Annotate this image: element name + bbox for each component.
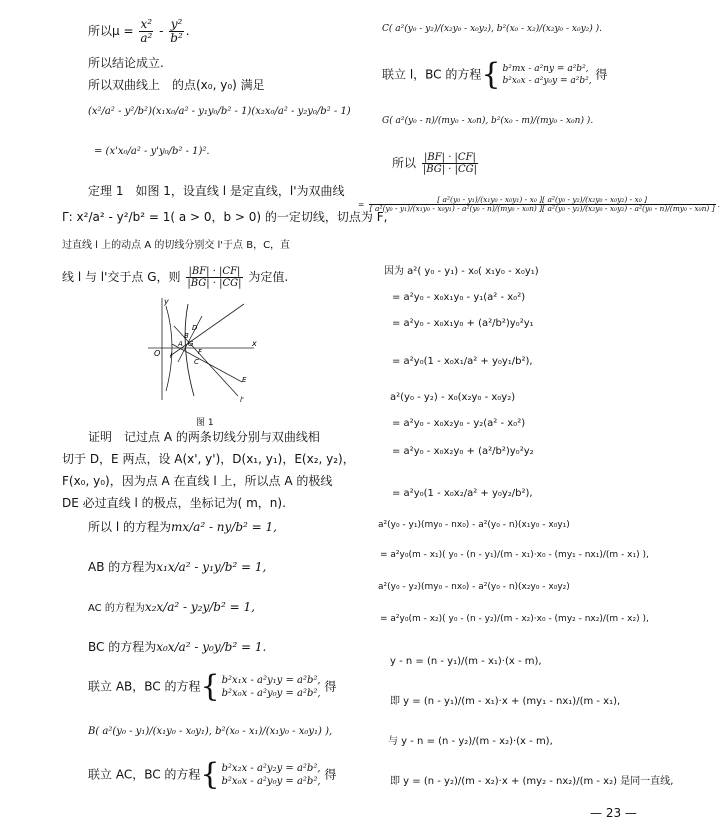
point-g: G( a²(y₀ - n)/(my₀ - x₀n), b²(x₀ - m)/(my₀ - x₀n) ). <box>382 116 594 126</box>
hyperbola-point-line: 所以双曲线上 的点(x₀, y₀) 满足 <box>88 78 265 92</box>
eq-mu: 所以μ = $\frac{\text{x²}}{\text{a²}}$ - $\frac{\text{y²}}{\text{b²}}$ . <box>88 17 190 46</box>
eq-bc: BC 的方程为x₀x/a² - y₀y/b² = 1. <box>88 640 267 654</box>
derivation-12: = a²y₀(m - x₂)( y₀ - (n - y₂)/(m - x₂)·x₀ - (my₂ - nx₂)/(m - x₂) ), <box>380 614 649 624</box>
eq-square: = (x'x₀/a² - y'y₀/b² - 1)². <box>94 146 210 157</box>
system-l-bc: 联立 l，BC 的方程{ b²mx - a²ny = a²b², b²x₀x - a²y₀y = a²b², 得 <box>382 57 608 92</box>
hyperbola-left-branch <box>166 306 172 391</box>
derivation-7: = a²y₀ - x₀x₂y₀ + (a²/b²)y₀²y₂ <box>392 446 534 457</box>
label-y: y <box>164 297 169 306</box>
label-f: F <box>198 348 203 356</box>
label-x: x <box>252 339 257 348</box>
derivation-3: = a²y₀ - x₀x₁y₀ + (a²/b²)y₀²y₁ <box>392 318 534 329</box>
derivation-1: 因为 a²( y₀ - y₁) - x₀( x₁y₀ - x₀y₁) <box>384 266 539 277</box>
eq-ac: AC 的方程为x₂x/a² - y₂y/b² = 1, <box>88 600 255 614</box>
label-e: E <box>242 376 247 384</box>
hyperbola-right-branch <box>185 304 194 396</box>
eq-ab: AB 的方程为x₁x/a² - y₁y/b² = 1, <box>88 560 267 574</box>
eq-mu-prefix: 所以μ = <box>88 24 134 39</box>
label-a: A <box>178 340 183 348</box>
page-number: — 23 — <box>590 806 637 820</box>
derivation-6: = a²y₀ - x₀x₂y₀ - y₂(a² - x₀²) <box>392 418 526 429</box>
figure-1-diagram <box>148 296 264 402</box>
ratio-line: 所以 $\frac{|BF| \cdot |CF|}{|BG| \cdot |CG|}$ <box>392 152 478 175</box>
derivation-8: = a²y₀(1 - x₀x₂/a² + y₀y₂/b²), <box>392 488 533 499</box>
eq-product: (x²/a² - y²/b²)(x₁x₀/a² - y₁y₀/b² - 1)(x₂x₀/a² - y₂y₀/b² - 1) <box>88 106 351 117</box>
point-b: B( a²(y₀ - y₁)/(x₁y₀ - x₀y₁), b²(x₀ - x₁)/(x₁y₀ - x₀y₁) ), <box>88 726 333 737</box>
derivation-5: a²(y₀ - y₂) - x₀(x₂y₀ - x₀y₂) <box>390 392 516 403</box>
derivation-2: = a²y₀ - x₀x₁y₀ - y₁(a² - x₀²) <box>392 292 526 303</box>
figure-caption: 图 1 <box>196 418 214 428</box>
line-eq-4: 即 y = (n - y₂)/(m - x₂)·x + (my₂ - nx₂)/(m - x₂) 是同一直线, <box>390 776 674 787</box>
line-eq-2: 即 y = (n - y₁)/(m - x₁)·x + (my₁ - nx₁)/(m - x₁), <box>390 696 621 707</box>
theorem-line-2: Γ: x²/a² - y²/b² = 1( a > 0，b > 0) 的一定切线，切点为 F, <box>62 210 388 224</box>
proof-line-2: 切于 D，E 两点，设 A(x', y')，D(x₁, y₁)，E(x₂, y₂)， <box>62 452 355 466</box>
theorem-line-4: 线 l 与 l'交于点 G，则 $\frac{|BF| \cdot |CF|}{|BG| \cdot |CG|}$ 为定值. <box>62 266 289 289</box>
derivation-9: a²(y₀ - y₁)(my₀ - nx₀) - a²(y₀ - n)(x₁y₀ - x₀y₁) <box>378 520 570 530</box>
point-c: C( a²(y₀ - y₂)/(x₂y₀ - x₀y₂), b²(x₀ - x₂)/(x₂y₀ - x₀y₂) ). <box>382 24 603 34</box>
system-ac-bc: 联立 AC，BC 的方程{ b²x₂x - a²y₂y = a²b², b²x₀x - a²y₀y = a²b², 得 <box>88 757 337 792</box>
label-b: B <box>184 332 189 340</box>
proof-line-3: F(x₀, y₀)，因为点 A 在直线 l 上，所以点 A 的极线 <box>62 474 333 488</box>
label-l-prime: l' <box>240 396 244 404</box>
line-eq-3: 与 y - n = (n - y₂)/(m - x₂)·(x - m), <box>388 736 553 747</box>
theorem-line-1: 定理 1 如图 1，设直线 l 是定直线，l'为双曲线 <box>88 184 345 198</box>
label-o: O <box>154 349 161 358</box>
line-eq-1: y - n = (n - y₁)/(m - x₁)·(x - m), <box>390 656 542 667</box>
system-ab-bc: 联立 AB，BC 的方程{ b²x₁x - a²y₁y = a²b², b²x₀x - a²y₀y = a²b², 得 <box>88 669 337 704</box>
label-l: l <box>170 352 172 360</box>
label-d: D <box>192 324 198 332</box>
big-fraction: = [ a²(y₀ - y₁)/(x₁y₀ - x₀y₁) - x₀ ][ a²(y₀ - y₂)/(x₂y₀ - x₀y₂) - x₀ ] [ a²(y₀ - y₁)/(x₁y₀ - x₀y₁) - a²(y₀ - n)/(my₀ - x₀n) ][ a²(y₀ - y₂)/(x₂y₀ - x₀y₂) - a²(y₀ - n)/(my₀ - x₀n) ] . <box>358 195 720 214</box>
label-g: G <box>188 340 194 348</box>
theorem-line-3: 过直线 l 上的动点 A 的切线分别交 l'于点 B，C，直 <box>62 240 291 251</box>
tangent-line-e <box>172 344 242 382</box>
derivation-11: a²(y₀ - y₂)(my₀ - nx₀) - a²(y₀ - n)(x₂y₀ - x₀y₂) <box>378 582 570 592</box>
eq-line-l: 所以 l 的方程为mx/a² - ny/b² = 1, <box>88 520 277 534</box>
figure-1 <box>148 296 264 402</box>
conclusion-line: 所以结论成立. <box>88 56 164 70</box>
proof-line-1: 证明 记过点 A 的两条切线分别与双曲线相 <box>88 430 320 444</box>
label-c: C <box>194 358 199 366</box>
derivation-10: = a²y₀(m - x₁)( y₀ - (n - y₁)/(m - x₁)·x₀ - (my₁ - nx₁)/(m - x₁) ), <box>380 550 649 560</box>
proof-line-4: DE 必过直线 l 的极点，坐标记为( m，n). <box>62 496 286 510</box>
derivation-4: = a²y₀(1 - x₀x₁/a² + y₀y₁/b²), <box>392 356 533 367</box>
